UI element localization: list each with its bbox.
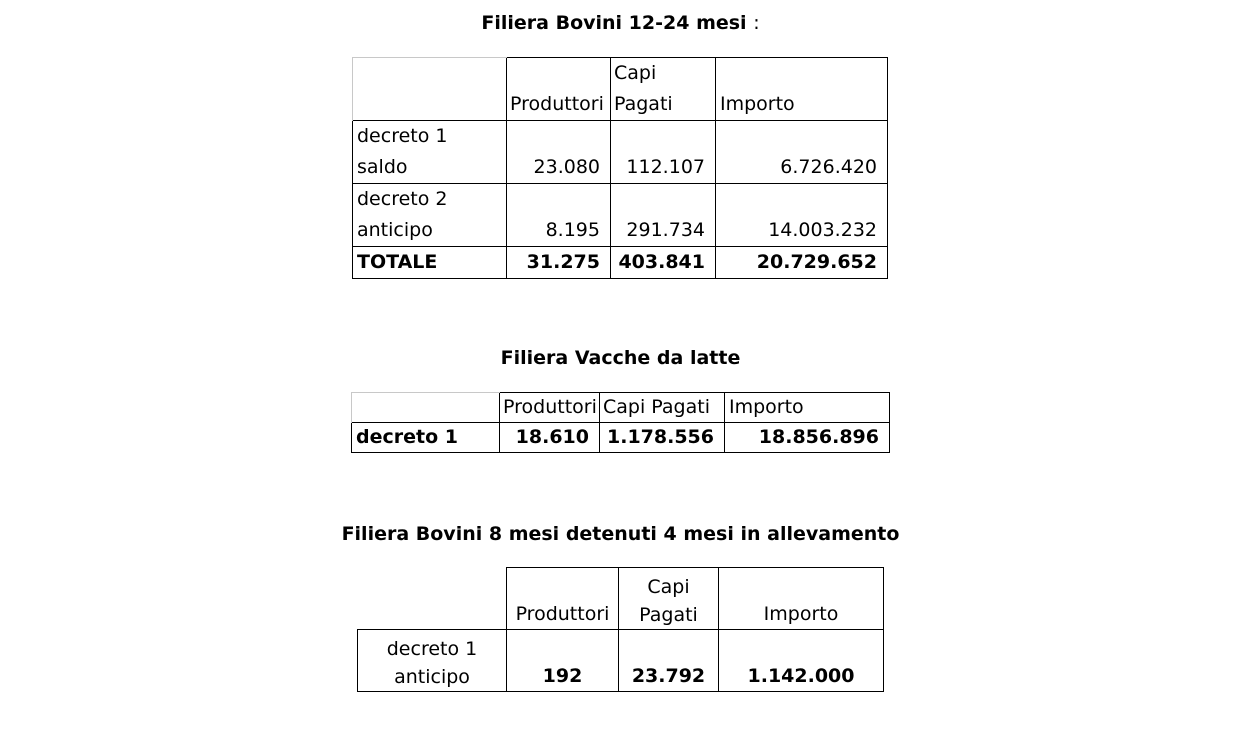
cell-importo: 1.142.000	[719, 630, 884, 692]
total-produttori: 31.275	[507, 247, 611, 279]
title-text: Filiera Bovini 12-24 mesi	[481, 12, 747, 34]
table-bovini-12-24	[352, 57, 888, 279]
header-empty-cell	[352, 393, 500, 423]
header-produttori: Produttori	[500, 393, 600, 423]
cell-importo: 6.726.420	[716, 121, 888, 184]
cell-importo: 14.003.232	[716, 184, 888, 247]
total-label: TOTALE	[353, 247, 507, 279]
row-label-line2: anticipo	[357, 219, 433, 241]
cell-capi: 112.107	[611, 121, 716, 184]
header-empty-cell	[353, 58, 507, 121]
table-row	[353, 184, 888, 247]
header-importo: Importo	[716, 58, 888, 121]
header-capi-line1: Capi	[614, 62, 657, 84]
row-label	[353, 184, 507, 247]
section-title-vacche-latte: Filiera Vacche da latte	[500, 347, 741, 369]
header-row	[358, 568, 884, 630]
table-row	[358, 630, 884, 692]
row-label: decreto 1	[352, 423, 500, 453]
total-capi: 403.841	[611, 247, 716, 279]
table-vacche-latte	[351, 392, 890, 453]
row-label-line2: saldo	[357, 156, 408, 178]
row-label-line1: decreto 2	[357, 188, 448, 210]
row-label-line1: decreto 1	[357, 125, 448, 147]
title-suffix: :	[753, 12, 760, 34]
header-capi-pagati	[619, 568, 719, 630]
header-importo: Importo	[719, 568, 884, 630]
section-title-bovini-12-24	[0, 12, 1241, 34]
header-capi-line2: Pagati	[614, 93, 673, 115]
header-capi-pagati	[611, 58, 716, 121]
header-row	[353, 58, 888, 121]
table-row	[353, 121, 888, 184]
total-importo: 20.729.652	[716, 247, 888, 279]
header-row	[352, 393, 890, 423]
row-label	[353, 121, 507, 184]
row-label-line1: decreto 1	[386, 638, 478, 660]
header-produttori: Produttori	[507, 568, 619, 630]
cell-produttori: 23.080	[507, 121, 611, 184]
cell-produttori: 8.195	[507, 184, 611, 247]
row-label-line2: anticipo	[394, 666, 470, 688]
header-capi-line2: Pagati	[639, 604, 698, 626]
cell-capi: 1.178.556	[600, 423, 725, 453]
header-importo: Importo	[725, 393, 890, 423]
row-label	[358, 630, 507, 692]
header-capi-pagati: Capi Pagati	[600, 393, 725, 423]
header-capi-line1: Capi	[647, 576, 690, 598]
header-empty-cell	[358, 568, 507, 630]
cell-produttori: 18.610	[500, 423, 600, 453]
cell-capi: 23.792	[619, 630, 719, 692]
table-row	[352, 423, 890, 453]
section-title-bovini-8-mesi: Filiera Bovini 8 mesi detenuti 4 mesi in allevamento	[341, 523, 900, 545]
table-bovini-8-mesi	[357, 567, 884, 692]
header-produttori: Produttori	[507, 58, 611, 121]
cell-importo: 18.856.896	[725, 423, 890, 453]
cell-produttori: 192	[507, 630, 619, 692]
total-row	[353, 247, 888, 279]
cell-capi: 291.734	[611, 184, 716, 247]
